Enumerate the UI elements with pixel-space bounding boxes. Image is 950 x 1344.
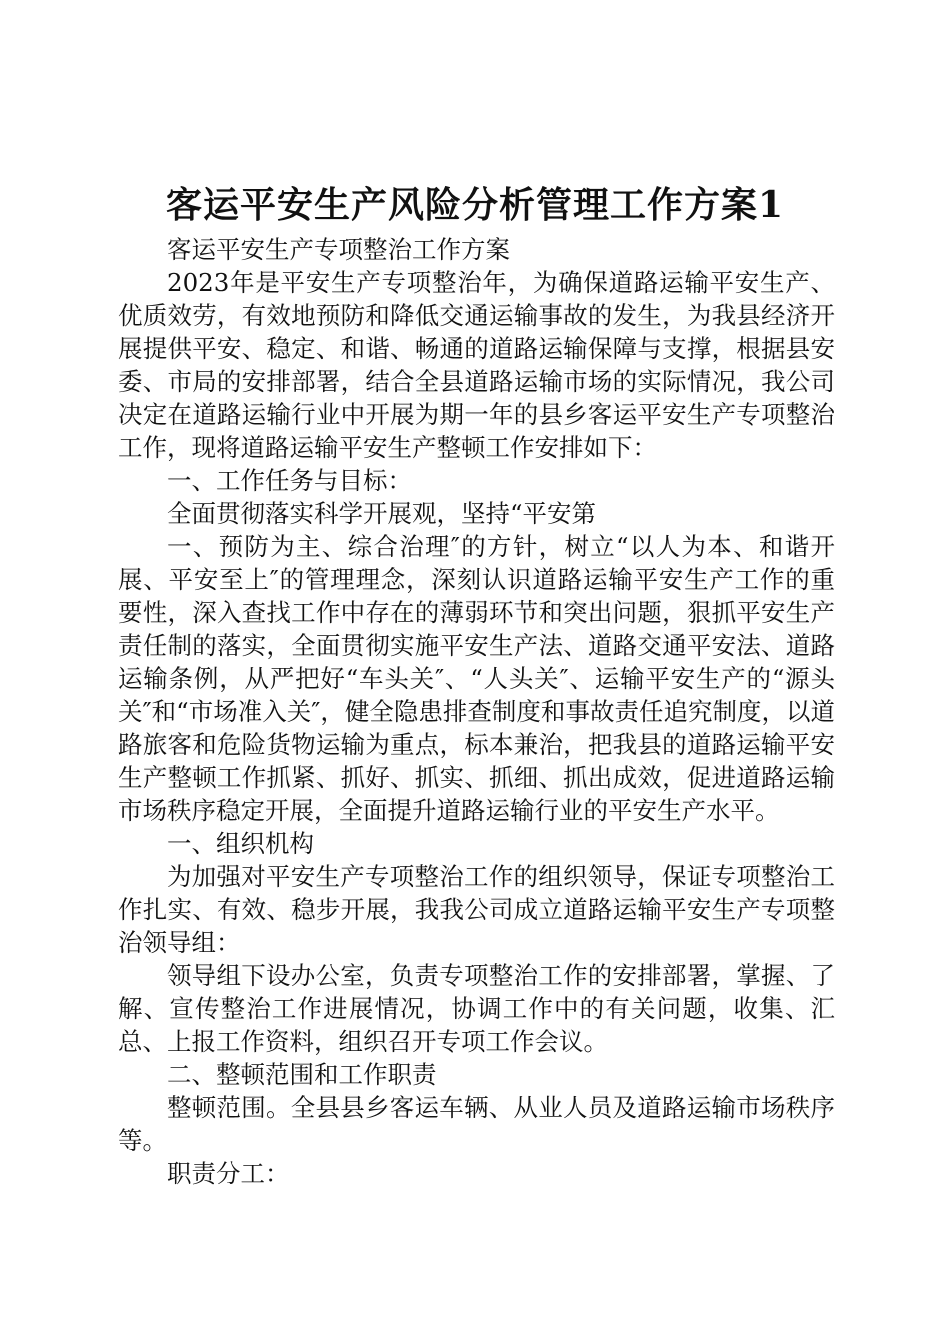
paragraph-intro: 2023年是平安生产专项整治年，为确保道路运输平安生产、优质效劳，有效地预防和降低交通运输事故的发生，为我县经济开展提供平安、稳定、和谐、畅通的道路运输保障与支撑，根据县安委、市局的安排部署，结合全县道路运输市场的实际情况，我公司决定在道路运输行业中开展为期一年的县乡客运平安生产专项整治工作，现将道路运输平安生产整顿工作安排如下： — [118, 268, 835, 462]
paragraph-tasks-lead: 全面贯彻落实科学开展观，坚持“平安第 — [167, 499, 597, 528]
section-heading-tasks: 一、工作任务与目标： — [167, 466, 412, 495]
paragraph-tasks-body: 一、预防为主、综合治理″的方针，树立“以人为本、和谐开展、平安至上″的管理理念，深刻认识道路运输平安生产工作的重要性，深入查找工作中存在的薄弱环节和突出问题，狠抓平安生产责任制的落实，全面贯彻实施平安生产法、道路交通平安法、道路运输条例，从严把好“车头关″、“人头关″、运输平安生产的“源头关″和“市场准入关″，健全隐患排查制度和事故责任追究制度，以道路旅客和危险货物运输为重点，标本兼治，把我县的道路运输平安生产整顿工作抓紧、抓好、抓实、抓细、抓出成效，促进道路运输市场秩序稳定开展，全面提升道路运输行业的平安生产水平。 — [118, 532, 835, 825]
paragraph-duties: 职责分工： — [167, 1159, 290, 1188]
paragraph-office: 领导组下设办公室，负责专项整治工作的安排部署，掌握、了解、宣传整治工作进展情况，协调工作中的有关问题，收集、汇总、上报工作资料，组织召开专项工作会议。 — [118, 961, 835, 1056]
section-heading-scope: 二、整顿范围和工作职责 — [167, 1060, 437, 1089]
paragraph-organization: 为加强对平安生产专项整治工作的组织领导，保证专项整治工作扎实、有效、稳步开展，我我公司成立道路运输平安生产专项整治领导组： — [118, 862, 835, 957]
paragraph-subtitle: 客运平安生产专项整治工作方案 — [167, 235, 510, 264]
document-title: 客运平安生产风险分析管理工作方案1 — [165, 184, 785, 226]
document-body — [118, 233, 835, 1190]
section-heading-organization: 一、组织机构 — [167, 829, 314, 858]
paragraph-scope: 整顿范围。全县县乡客运车辆、从业人员及道路运输市场秩序等。 — [118, 1093, 835, 1155]
